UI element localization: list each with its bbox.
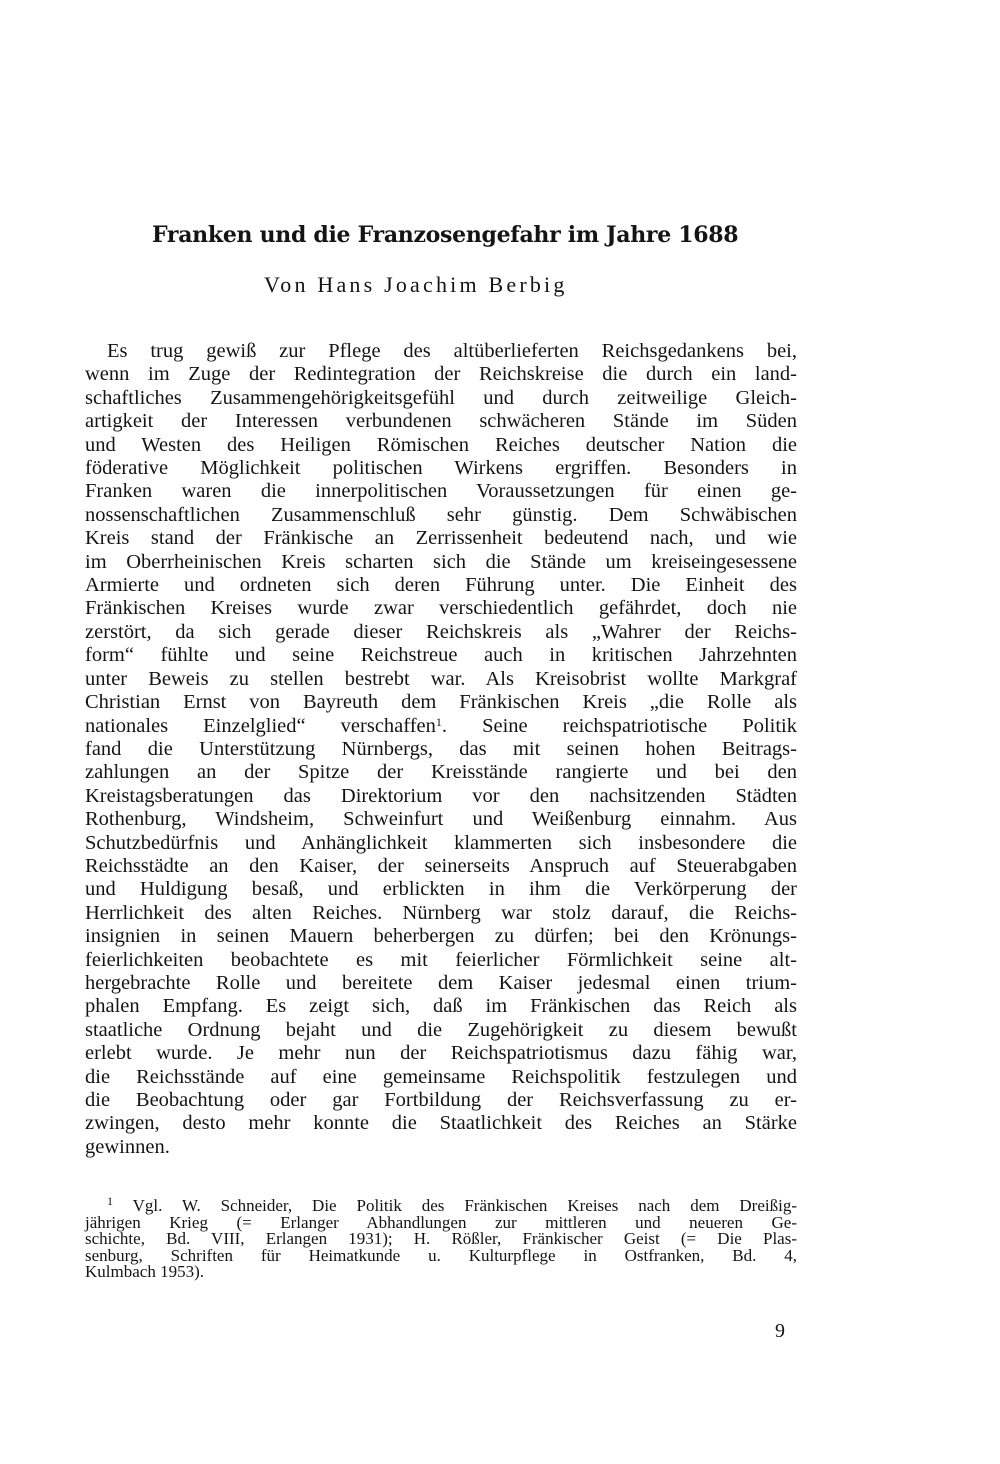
paragraph-line: artigkeit der Interessen verbundenen schwächeren Stände im Süden [85,410,797,433]
paragraph-line: im Oberrheinischen Kreis scharten sich die Stände um kreiseingesessene [85,550,797,573]
paragraph-line: Fränkischen Kreises wurde zwar verschiedentlich gefährdet, doch nie [85,597,797,620]
paragraph-line: Armierte und ordneten sich deren Führung unter. Die Einheit des [85,574,797,597]
article-author: Von Hans Joachim Berbig [264,272,568,297]
paragraph-line: hergebrachte Rolle und bereitete dem Kaiser jedesmal einen trium- [85,971,797,994]
paragraph-line: feierlichkeiten beobachtete es mit feierlicher Förmlichkeit seine alt- [85,948,797,971]
paragraph-line: unter Beweis zu stellen bestrebt war. Als Kreisobrist wollte Markgraf [85,667,797,690]
paragraph-line: phalen Empfang. Es zeigt sich, daß im Fränkischen das Reich als [85,995,797,1018]
footnote-reference[interactable]: 1 [435,714,442,729]
paragraph-line: Kreis stand der Fränkische an Zerrissenheit bedeutend nach, und wie [85,527,797,550]
footnote-line-text: Vgl. W. Schneider, Die Politik des Fränkischen Kreises nach dem Dreißig- [132,1196,797,1215]
paragraph-line: zwingen, desto mehr konnte die Staatlichkeit des Reiches an Stärke [85,1112,797,1135]
paragraph-line: Franken waren die innerpolitischen Voraussetzungen für einen ge- [85,480,797,503]
paragraph-line: fand die Unterstützung Nürnbergs, das mit seinen hohen Beitrags- [85,737,797,760]
paragraph-line-with-footnote-ref [85,715,797,738]
paragraph-line: föderative Möglichkeit politischen Wirkens ergriffen. Besonders in [85,457,797,480]
footnote-marker: 1 [107,1194,113,1208]
page-number: 9 [775,1320,785,1342]
paragraph-line-text: nationales Einzelglied“ verschaffen [85,714,436,737]
paragraph-line: die Reichsstände auf eine gemeinsame Reichspolitik festzulegen und [85,1065,797,1088]
paragraph-line: zahlungen an der Spitze der Kreisstände rangierte und bei den [85,761,797,784]
paragraph-line: nossenschaftlichen Zusammenschluß sehr günstig. Dem Schwäbischen [85,503,797,526]
footnote-line: jährigen Krieg (= Erlanger Abhandlungen zur mittleren und neueren Ge- [85,1212,797,1232]
paragraph-line: staatliche Ordnung bejaht und die Zugehörigkeit zu diesem bewußt [85,1018,797,1041]
paragraph-line: schaftliches Zusammengehörigkeitsgefühl und durch zeitweilige Gleich- [85,386,797,409]
footnote-line: schichte, Bd. VIII, Erlangen 1931); H. Rößler, Fränkischer Geist (= Die Plas- [85,1229,797,1248]
paragraph-line-text-continued: . Seine reichspatriotische Politik [441,714,797,737]
paragraph-line: erlebt wurde. Je mehr nun der Reichspatriotismus dazu fähig war, [85,1042,797,1065]
footnote-line: senburg, Schriften für Heimatkunde u. Kulturpflege in Ostfranken, Bd. 4, [85,1245,797,1265]
paragraph-line: und Westen des Heiligen Römischen Reiches deutscher Nation die [85,433,797,456]
paragraph-line: Christian Ernst von Bayreuth dem Fränkischen Kreis „die Rolle als [85,691,797,714]
article-paragraph [85,340,797,1159]
footnote-line: Kulmbach 1953). [85,1262,204,1281]
paragraph-line: zerstört, da sich gerade dieser Reichskreis als „Wahrer der Reichs- [85,620,797,643]
paragraph-line: die Beobachtung oder gar Fortbildung der Reichsverfassung zu er- [85,1089,797,1111]
paragraph-line: insignien in seinen Mauern beherbergen zu dürfen; bei den Krönungs- [85,925,797,948]
paragraph-line: Schutzbedürfnis und Anhänglichkeit klammerten sich insbesondere die [85,831,797,854]
paragraph-line: wenn im Zuge der Redintegration der Reichskreise die durch ein land- [85,363,797,386]
paragraph-line: Herrlichkeit des alten Reiches. Nürnberg war stolz darauf, die Reichs- [85,901,797,924]
paragraph-line: Rothenburg, Windsheim, Schweinfurt und Weißenburg einnahm. Aus [85,808,797,831]
paragraph-line: Es trug gewiß zur Pflege des altüberlieferten Reichsgedankens bei, [107,340,797,362]
paragraph-line: und Huldigung besaß, und erblickten in ihm die Verkörperung der [85,878,797,901]
footnote [85,1194,797,1281]
article-title: Franken und die Franzosengefahr im Jahre 1688 [152,222,739,248]
paragraph-line: gewinnen. [85,1135,170,1158]
paragraph-line: form“ fühlte und seine Reichstreue auch in kritischen Jahrzehnten [85,644,797,667]
paragraph-line: Kreistagsberatungen das Direktorium vor den nachsitzenden Städten [85,784,797,807]
paragraph-line: Reichsstädte an den Kaiser, der seinerseits Anspruch auf Steuerabgaben [85,854,797,877]
